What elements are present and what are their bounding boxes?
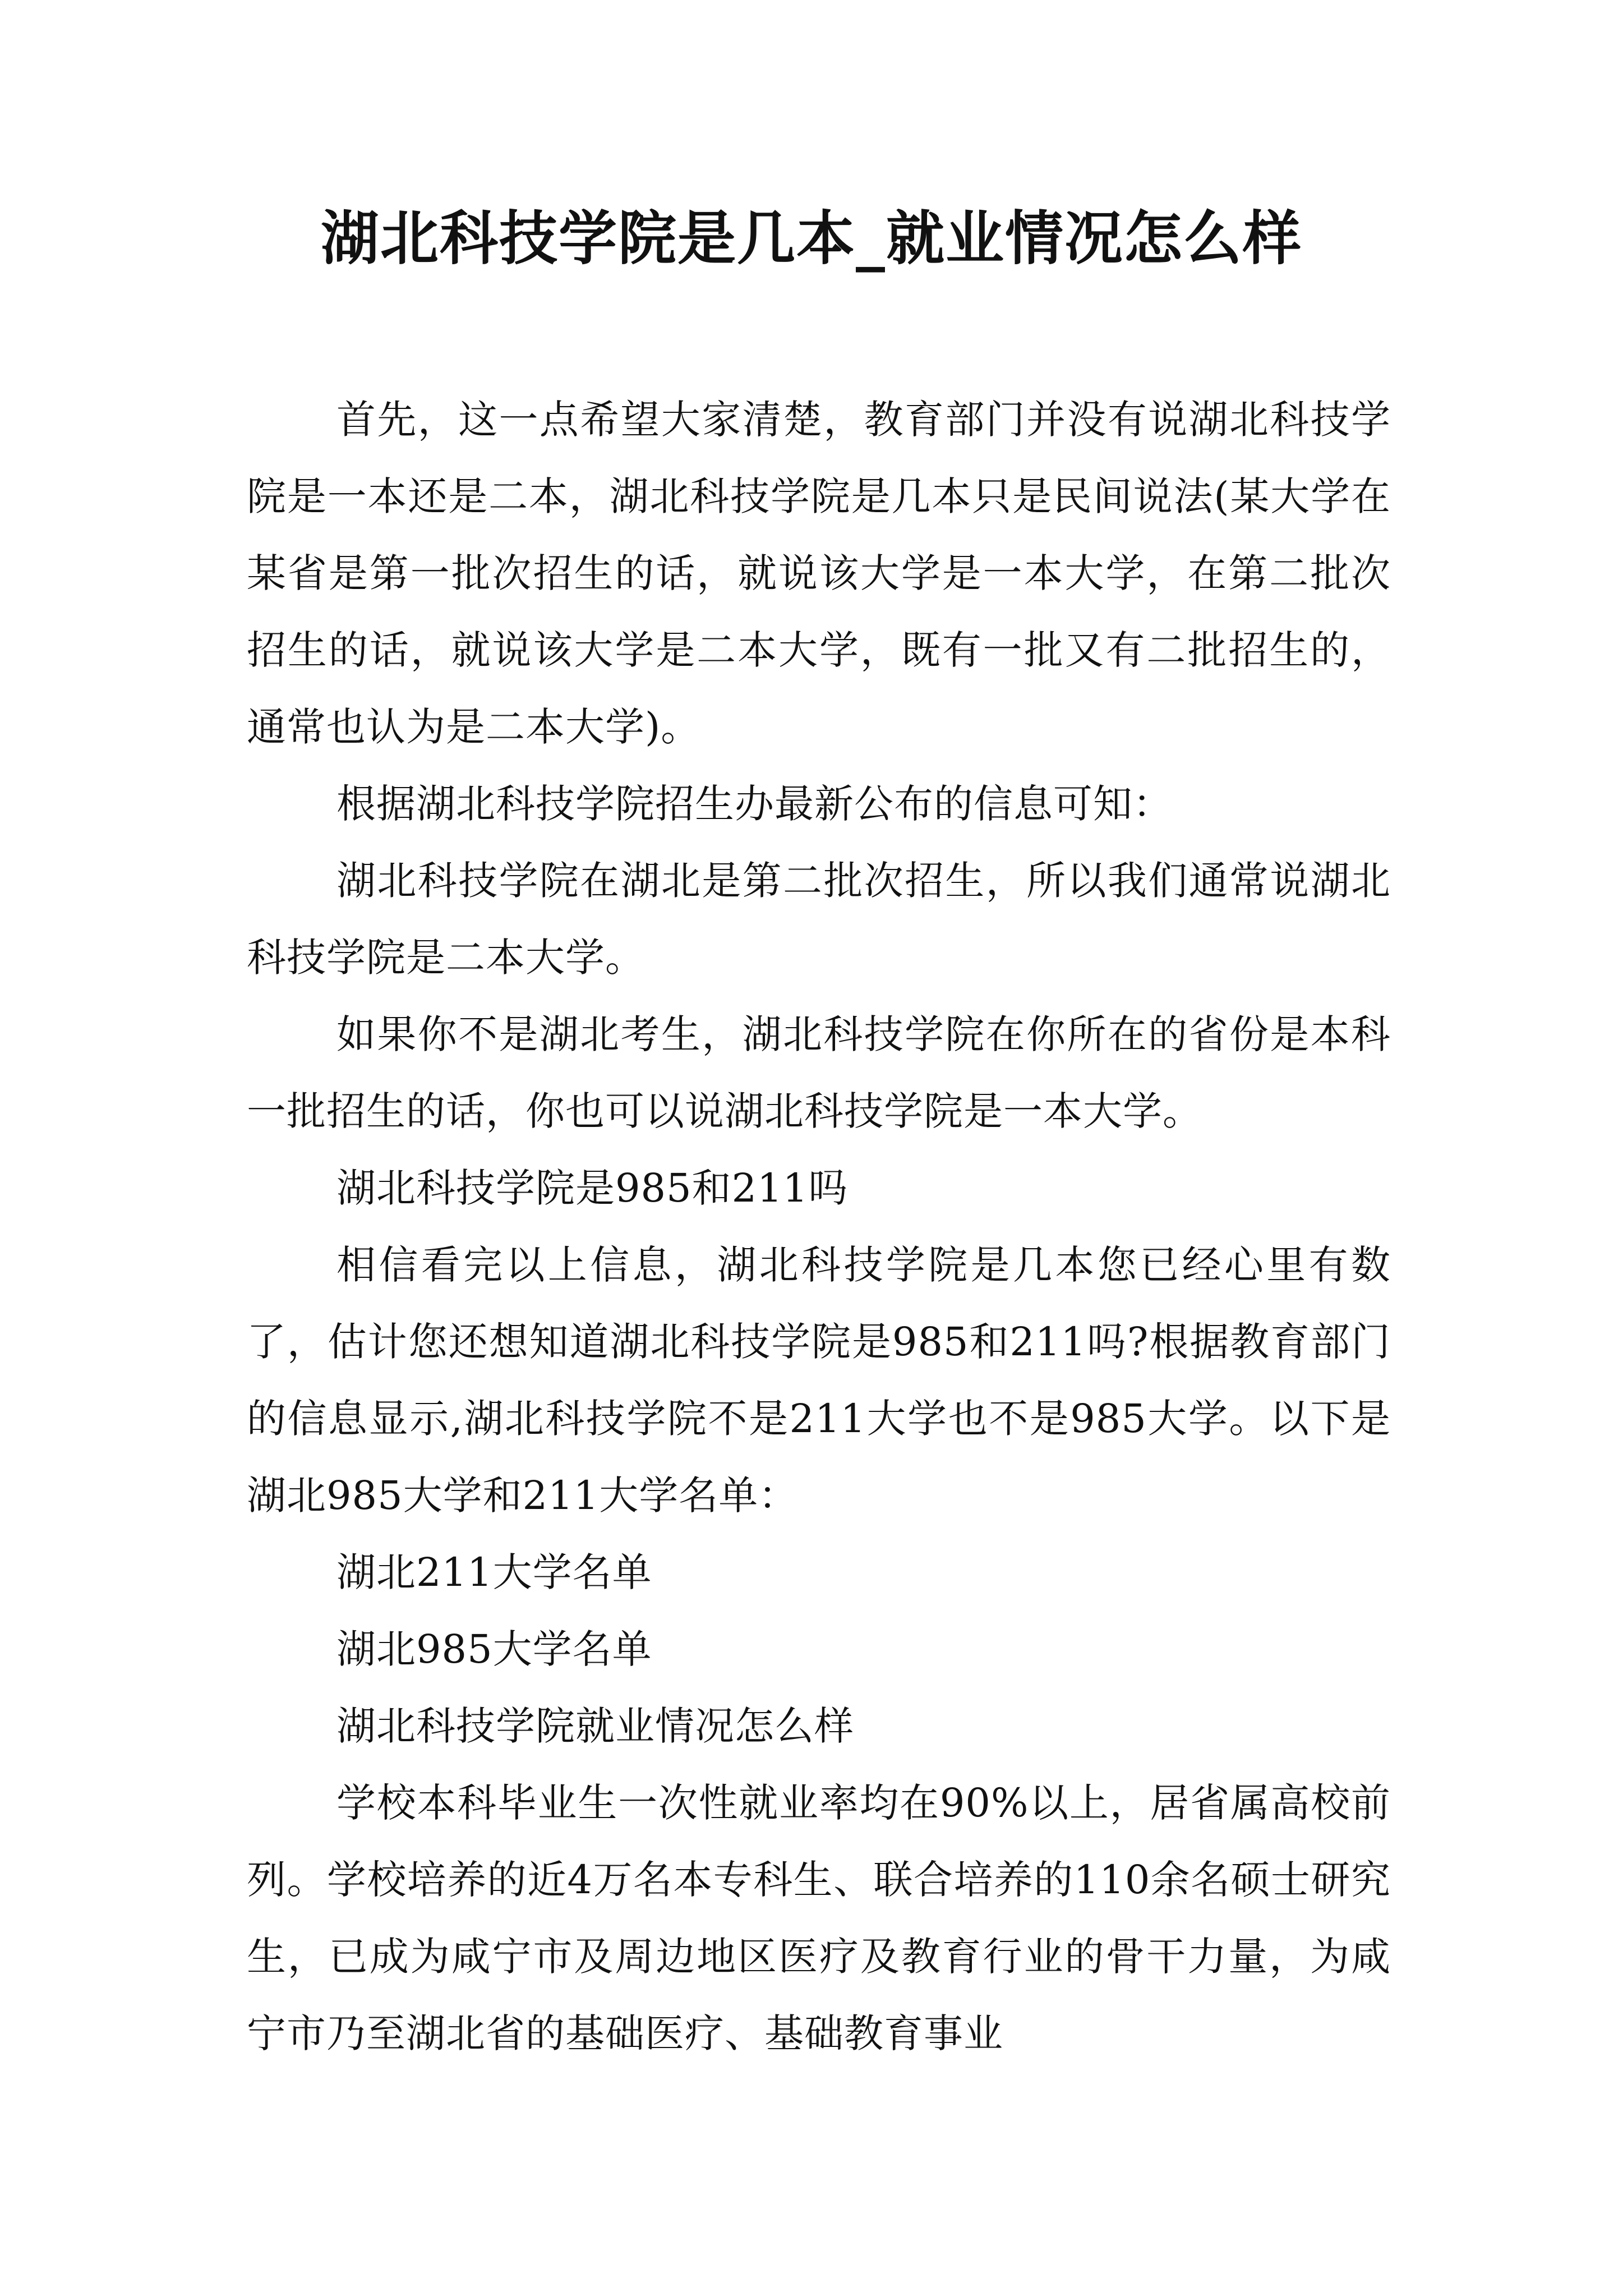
paragraph-other-province: 如果你不是湖北考生，湖北科技学院在你所在的省份是本科一批招生的话，你也可以说湖北科技学院是一本大学。: [247, 1011, 1391, 1134]
paragraph-employment: 学校本科毕业生一次性就业率均在90%以上，居省属高校前列。学校培养的近4万名本专科生、联合培养的110余名硕士研究生，已成为咸宁市及周边地区医疗及教育行业的骨干力量，为咸宁市乃至湖北省的基础医疗、基础教育事业: [247, 1780, 1391, 2056]
list-item-985: 湖北985大学名单: [336, 1626, 652, 1672]
paragraph-source: 根据湖北科技学院招生办最新公布的信息可知：: [336, 781, 1173, 827]
subheading-employment: 湖北科技学院就业情况怎么样: [336, 1703, 854, 1749]
list-item-211: 湖北211大学名单: [336, 1549, 652, 1595]
subheading-985-211: 湖北科技学院是985和211吗: [336, 1165, 849, 1211]
paragraph-batch: 湖北科技学院在湖北是第二批次招生，所以我们通常说湖北科技学院是二本大学。: [247, 858, 1391, 981]
paragraph-intro: 首先，这一点希望大家清楚，教育部门并没有说湖北科技学院是一本还是二本，湖北科技学院是几本只是民间说法(某大学在某省是第一批次招生的话，就说该大学是一本大学，在第二批次招生的话，就说该大学是二本大学，既有一批又有二批招生的，通常也认为是二本大学)。: [247, 397, 1391, 750]
paragraph-985-211: 相信看完以上信息，湖北科技学院是几本您已经心里有数了，估计您还想知道湖北科技学院是985和211吗?根据教育部门的信息显示,湖北科技学院不是211大学也不是985大学。以下是湖北985大学和211大学名单：: [247, 1242, 1391, 1519]
document-body: [247, 381, 1391, 2072]
document-title: 湖北科技学院是几本_就业情况怎么样: [320, 204, 1302, 273]
